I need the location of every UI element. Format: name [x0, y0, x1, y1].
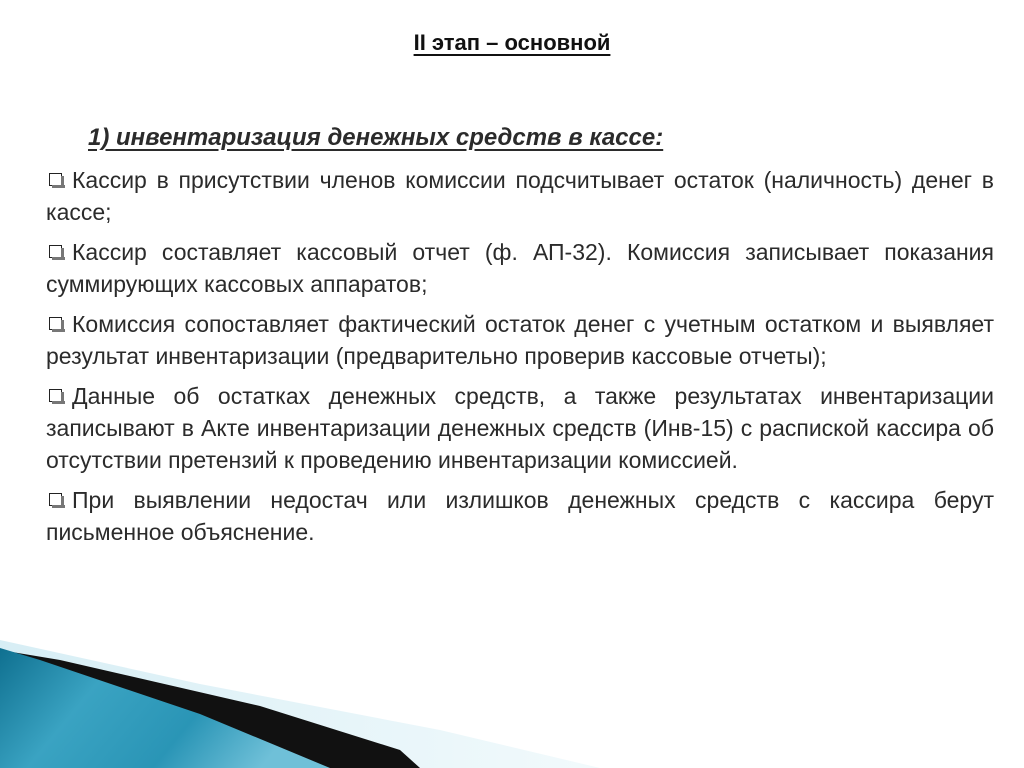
slide-title-text: II этап – основной	[413, 30, 611, 55]
section-subtitle: 1) инвентаризация денежных средств в кассе:	[88, 124, 664, 151]
list-item-text: Кассир составляет кассовый отчет (ф. АП-32). Комиссия записывает показания суммирующих кассовых аппаратов;	[46, 239, 994, 297]
list-item-text: Данные об остатках денежных средств, а также результатах инвентаризации записывают в Акте инвентаризации денежных средств (Инв-15) с распиской кассира об отсутствии претензий к проведению инвентаризации комиссией.	[46, 383, 994, 473]
list-item-text: Комиссия сопоставляет фактический остаток денег с учетным остатком и выявляет результат инвентаризации (предварительно проверив кассовые отчеты);	[46, 311, 994, 369]
list-item-text: Кассир в присутствии членов комиссии подсчитывает остаток (наличность) денег в кассе;	[46, 167, 994, 225]
list-item-text: При выявлении недостач или излишков денежных средств с кассира берут письменное объяснение.	[46, 487, 994, 545]
